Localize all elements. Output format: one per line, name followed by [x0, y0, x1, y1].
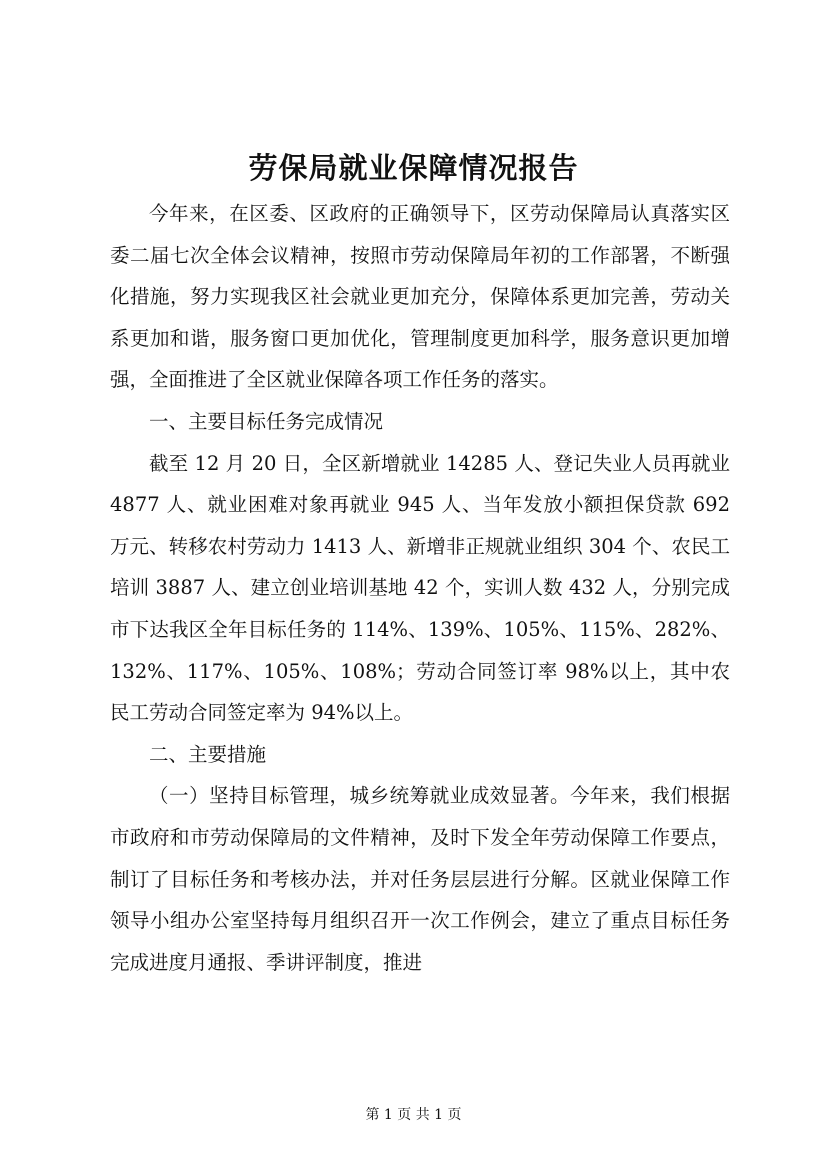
document-body [110, 193, 730, 983]
section-heading-2: 二、主要措施 [149, 742, 267, 766]
document-title: 劳保局就业保障情况报告 [248, 151, 579, 185]
page-footer: 第 1 页 共 1 页 [365, 1107, 462, 1123]
paragraph-intro: 今年来，在区委、区政府的正确领导下，区劳动保障局认真落实区委二届七次全体会议精神，按照市劳动保障局年初的工作部署，不断强化措施，努力实现我区社会就业更加充分，保障体系更加完善，劳动关系更加和谐，服务窗口更加优化，管理制度更加科学，服务意识更加增强，全面推进了全区就业保障各项工作任务的落实。 [110, 202, 730, 392]
section-heading-1: 一、主要目标任务完成情况 [149, 409, 384, 433]
paragraph-measures-1: （一）坚持目标管理，城乡统筹就业成效显著。今年来，我们根据市政府和市劳动保障局的文件精神，及时下发全年劳动保障工作要点，制订了目标任务和考核办法，并对任务层层进行分解。区就业保障工作领导小组办公室坚持每月组织召开一次工作例会，建立了重点目标任务完成进度月通报、季讲评制度，推进 [110, 784, 730, 974]
paragraph-statistics: 截至 12 月 20 日，全区新增就业 14285 人、登记失业人员再就业 4877 人、就业困难对象再就业 945 人、当年发放小额担保贷款 692 万元、转移农村劳动力 1413 人、新增非正规就业组织 304 个、农民工培训 3887 人、建立创业培训基地 42 个，实训人数 432 人，分别完成市下达我区全年目标任务的 114%、139%、105%、115%、282%、132%、117%、105%、108%；劳动合同签订率 98%以上，其中农民工劳动合同签定率为 94%以上。 [110, 451, 730, 725]
